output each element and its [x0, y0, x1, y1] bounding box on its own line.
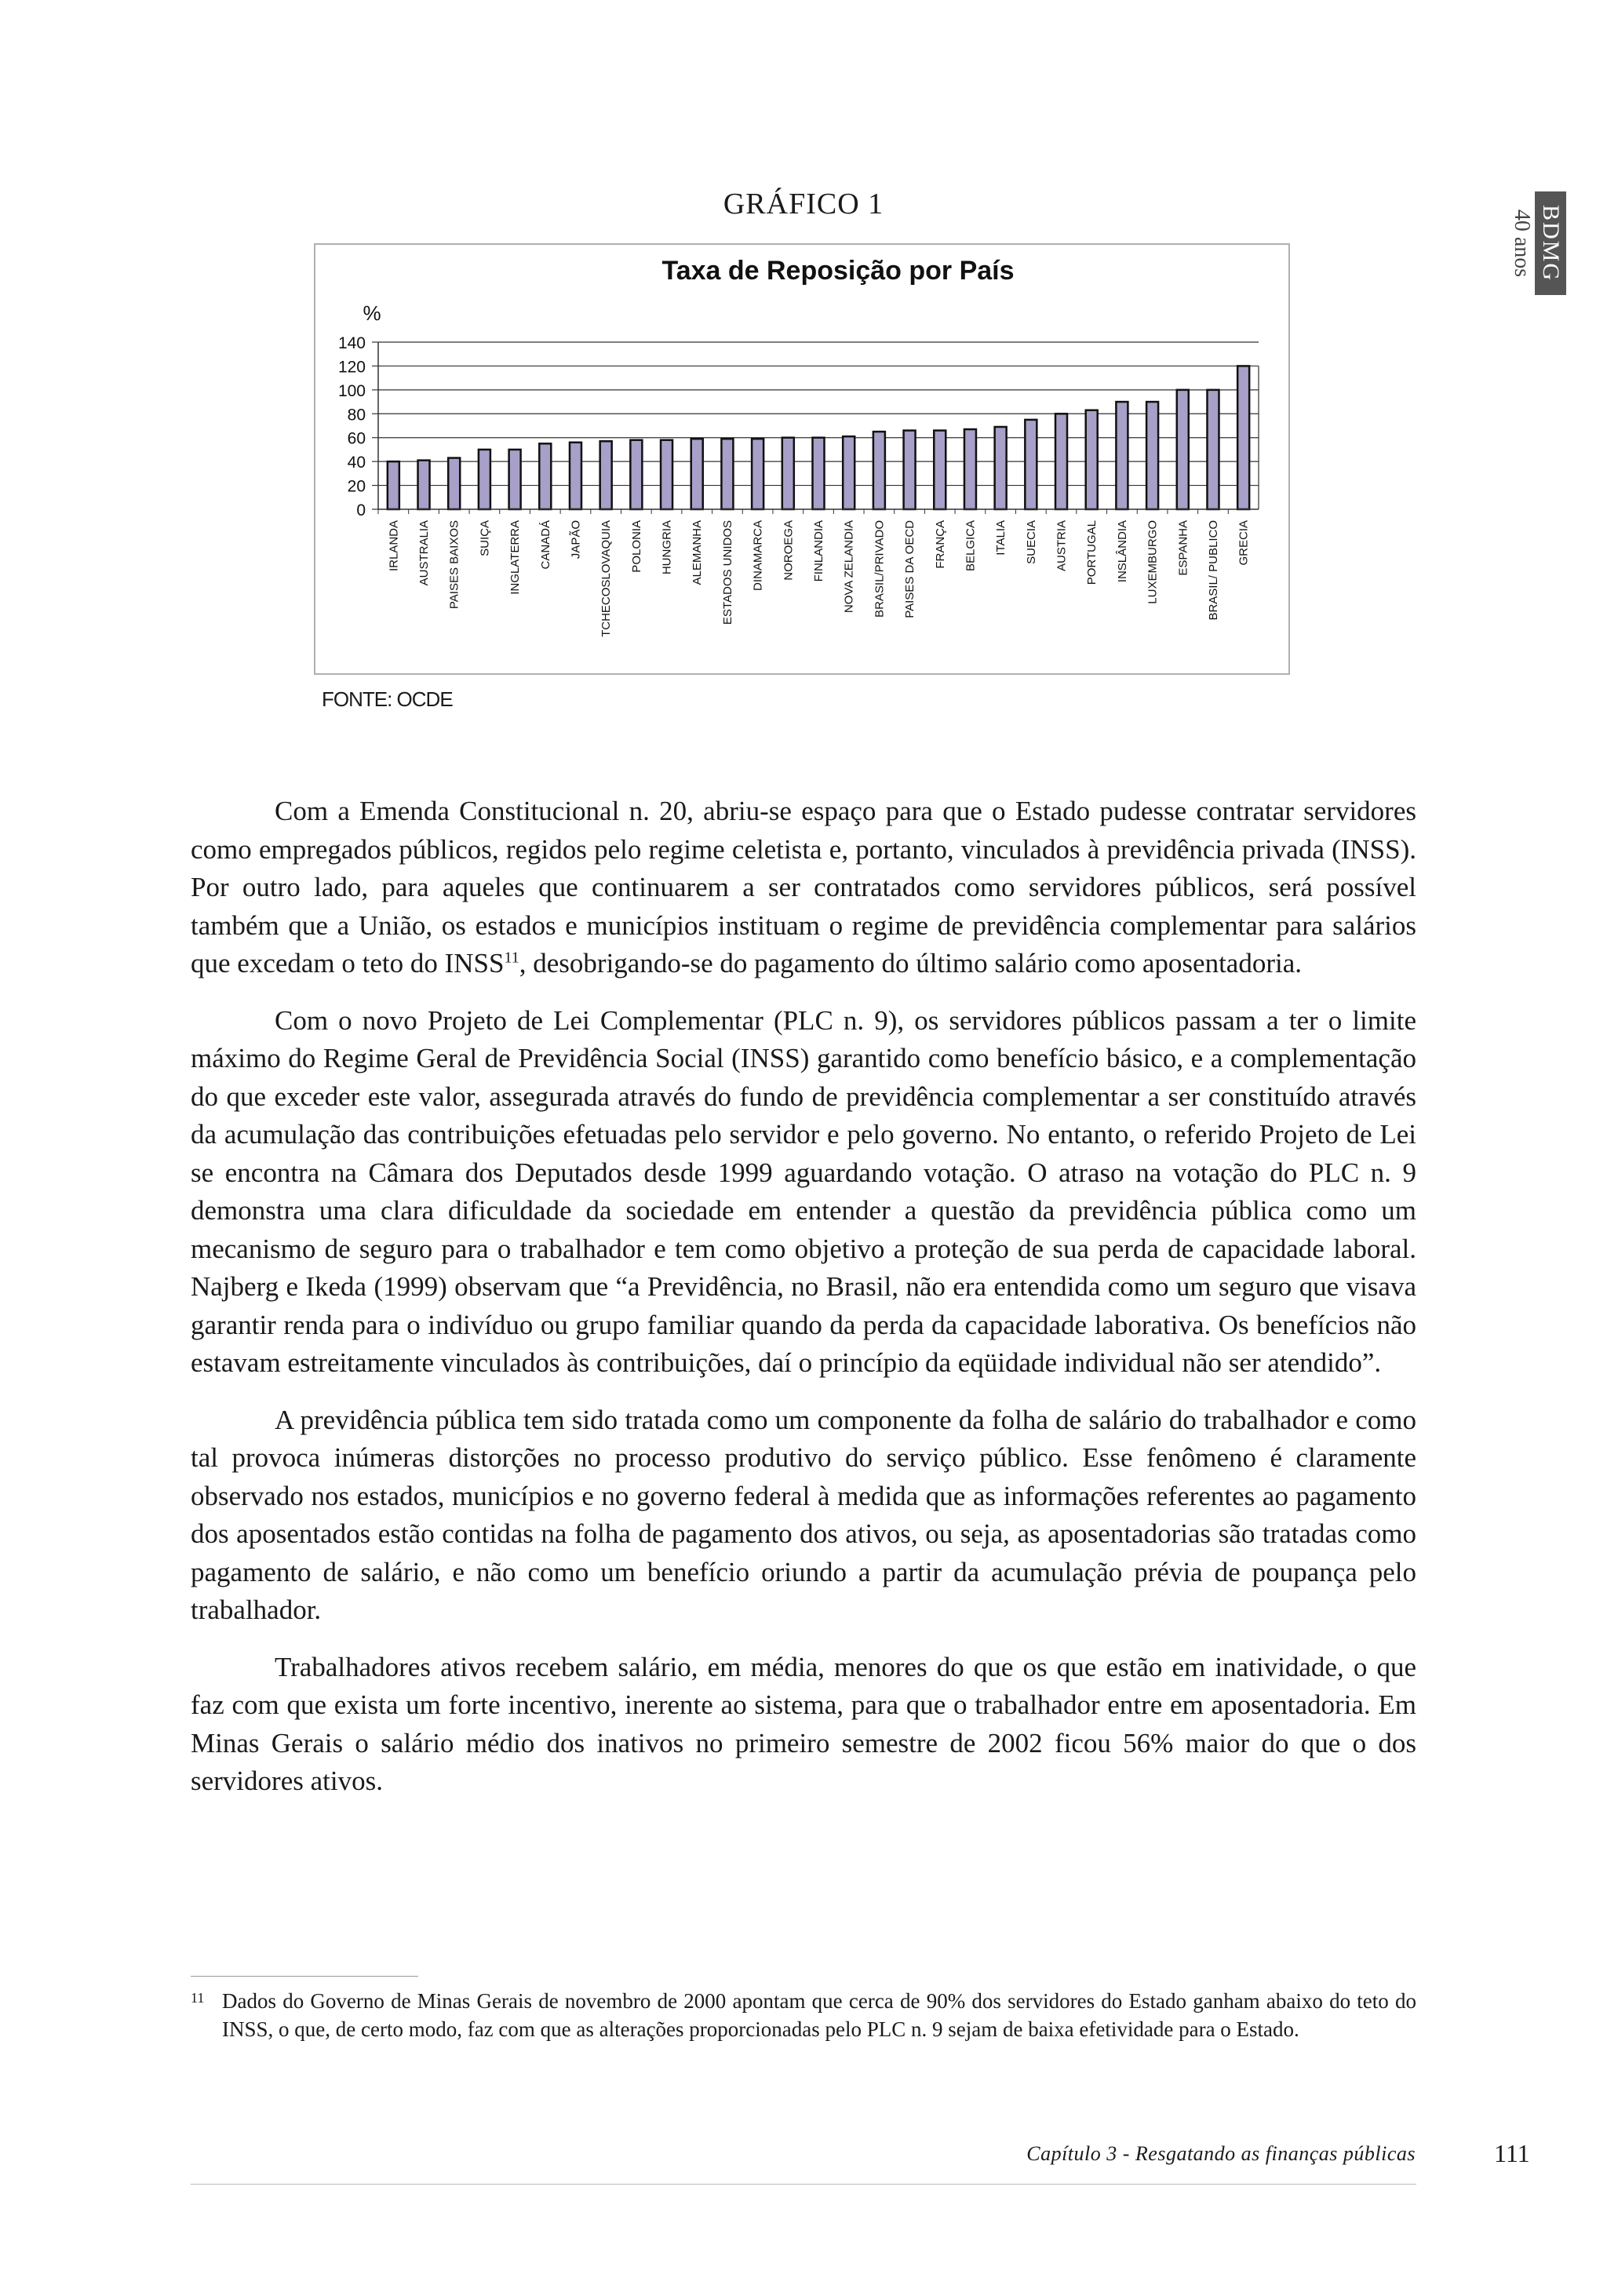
bar-24 — [1086, 410, 1098, 509]
bar-14 — [782, 438, 794, 509]
x-tick-label: HUNGRIA — [660, 520, 674, 575]
bar-5 — [509, 450, 521, 509]
x-tick-label: CANADÁ — [538, 520, 552, 570]
x-tick-label: NOVA ZELANDIA — [842, 520, 856, 614]
footnote — [191, 1987, 1416, 2043]
x-tick-label: FINLANDIA — [812, 520, 825, 582]
y-tick-label: 140 — [337, 334, 366, 352]
x-tick-label: ESPANHA — [1176, 520, 1190, 576]
bar-16 — [843, 436, 855, 509]
footnote-mark: 11 — [191, 1990, 205, 2006]
bar-27 — [1177, 390, 1189, 509]
bar-28 — [1207, 390, 1219, 509]
years-text: 40 anos — [1510, 209, 1534, 278]
x-tick-label: AUSTRALIA — [417, 520, 432, 586]
x-tick-label: BRASIL/ PUBLICO — [1206, 520, 1220, 621]
x-tick-label: PORTUGAL — [1085, 520, 1099, 585]
x-tick-label: POLONIA — [629, 520, 643, 573]
chart-source: FONTE: OCDE — [322, 687, 453, 711]
x-tick-label: SUECIA — [1024, 520, 1038, 564]
x-tick-label: GRECIA — [1237, 520, 1251, 566]
chart-title: Taxa de Reposição por País — [661, 256, 1015, 286]
bar-18 — [904, 431, 916, 509]
bar-29 — [1237, 366, 1249, 509]
y-tick-label: 60 — [347, 429, 366, 448]
y-tick-label: 120 — [337, 358, 366, 377]
paragraph-1-text: Com a Emenda Constitucional n. 20, abriu-se espaço para que o Estado pudesse contratar servidores como empregados públicos, regidos pelo regime celetista e, portanto, vinculados à previdência privada (INSS). Por outro lado, para aqueles que continuarem a ser contratados como servidores públicos, será possível também que a União, os estados e municípios instituam o regime de previdência complementar para salários que excedam o teto do INSS — [191, 796, 1416, 979]
bar-13 — [752, 439, 763, 509]
brand-text: BDMG — [1538, 204, 1564, 282]
bar-4 — [479, 450, 490, 509]
bar-17 — [873, 432, 885, 509]
side-brand-label — [1535, 191, 1566, 295]
x-tick-label: AUSTRIA — [1055, 520, 1069, 572]
x-tick-label: JAPÃO — [569, 520, 583, 559]
y-tick-label: 80 — [347, 406, 366, 425]
y-tick-label: 0 — [356, 501, 366, 519]
x-tick-label: BRASIL/PRIVADO — [873, 520, 887, 618]
bar-chart — [315, 245, 1288, 673]
chart-frame — [314, 243, 1290, 675]
bar-19 — [934, 431, 946, 509]
bar-7 — [570, 443, 581, 509]
figure-title: GRÁFICO 1 — [723, 188, 884, 220]
bar-6 — [539, 443, 551, 509]
x-tick-label: PAISES DA OECD — [903, 520, 917, 618]
x-tick-label: PAISES BAIXOS — [447, 520, 461, 610]
paragraph-4: Trabalhadores ativos recebem salário, em média, menores do que os que estão em inatividade, o que faz com que exista um forte incentivo, inerente ao sistema, para que o trabalhador entre em aposentadoria. Em Minas Gerais o salário médio dos inativos no primeiro semestre de 2002 ficou 56% maior do que o dos servidores ativos. — [191, 1651, 1416, 1796]
bar-21 — [995, 427, 1007, 509]
bar-12 — [721, 439, 733, 509]
bar-11 — [691, 439, 703, 509]
bar-26 — [1146, 402, 1158, 509]
paragraph-2: Com o novo Projeto de Lei Complementar (PLC n. 9), os servidores públicos passam a ter o limite máximo do Regime Geral de Previdência Social (INSS) garantido como benefício básico, e a complementação do que exceder este valor, assegurada através do fundo de previdência complementar a ser constituído através da acumulação das contribuições efetuadas pelo servidor e pelo governo. No entanto, o referido Projeto de Lei se encontra na Câmara dos Deputados desde 1999 aguardando votação. O atraso na votação do PLC n. 9 demonstra uma clara dificuldade da sociedade em entender a questão da previdência pública como um mecanismo de seguro para o trabalhador e tem como objetivo a proteção de sua perda de capacidade laboral. Najberg e Ikeda (1999) observam que “a Previdência, no Brasil, não era entendida como um seguro que visava garantir renda para o indivíduo ou grupo familiar quando da perda da capacidade laborativa. Os benefícios não estavam estreitamente vinculados às contribuições, daí o princípio da eqüidade individual não ser atendido”. — [191, 1004, 1416, 1378]
paragraph-3: A previdência pública tem sido tratada como um componente da folha de salário do trabalhador e como tal provoca inúmeras distorções no processo produtivo do serviço público. Esse fenômeno é claramente observado nos estados, municípios e no governo federal à medida que as informações referentes ao pagamento dos aposentados estão contidas na folha de pagamento dos ativos, ou seja, as aposentadorias são tratadas como pagamento de salário, e não como um benefício oriundo a partir da acumulação prévia de poupança pelo trabalhador. — [191, 1404, 1416, 1625]
bar-22 — [1025, 420, 1037, 509]
x-tick-label: LUXEMBURGO — [1146, 520, 1160, 604]
bar-10 — [661, 440, 672, 509]
y-tick-label: 20 — [347, 477, 366, 496]
bar-25 — [1116, 402, 1128, 509]
footer-divider — [191, 2184, 1416, 2185]
x-tick-label: TCHECOSLOVAQUIA — [599, 520, 614, 637]
x-tick-label: ESTADOS UNIDOS — [720, 520, 734, 625]
bar-8 — [600, 441, 612, 509]
side-years-label — [1510, 191, 1533, 295]
bar-15 — [813, 438, 825, 509]
bar-23 — [1055, 414, 1067, 509]
x-tick-label: SUIÇA — [478, 520, 492, 556]
running-title: Capítulo 3 - Resgatando as finanças públicas — [1026, 2142, 1416, 2165]
paragraph-1-tail: , desobrigando-se do pagamento do último salário como aposentadoria. — [519, 948, 1303, 979]
y-axis-label: % — [363, 301, 381, 325]
footnote-text: Dados do Governo de Minas Gerais de novembro de 2000 apontam que cerca de 90% dos servidores do Estado ganham abaixo do teto do INSS, o que, de certo modo, faz com que as alterações proporcionadas pelo PLC n. 9 sejam de baixa efetividade para o Estado. — [222, 1989, 1416, 2041]
x-tick-label: ITALIA — [994, 520, 1008, 556]
y-tick-label: 100 — [337, 381, 366, 400]
y-tick-label: 40 — [347, 454, 366, 472]
bar-9 — [630, 440, 642, 509]
bar-2 — [418, 461, 430, 509]
x-tick-label: INSLÂNDIA — [1115, 520, 1129, 583]
x-tick-label: BELGICA — [964, 520, 978, 572]
bar-20 — [964, 429, 976, 509]
paragraph-1 — [191, 793, 1416, 983]
footnote-ref: 11 — [504, 949, 519, 967]
x-tick-label: IRLANDA — [387, 520, 401, 572]
x-tick-label: DINAMARCA — [751, 520, 765, 592]
bar-3 — [448, 458, 460, 509]
body-text — [191, 793, 1416, 1820]
bar-1 — [388, 461, 399, 509]
x-tick-label: ALEMANHA — [691, 520, 705, 585]
footnote-divider — [191, 1976, 418, 1977]
page-number: 111 — [1494, 2139, 1530, 2167]
x-tick-label: FRANÇA — [933, 520, 947, 569]
x-tick-label: NOROEGA — [782, 520, 796, 581]
x-tick-label: INGLATERRA — [508, 520, 523, 595]
